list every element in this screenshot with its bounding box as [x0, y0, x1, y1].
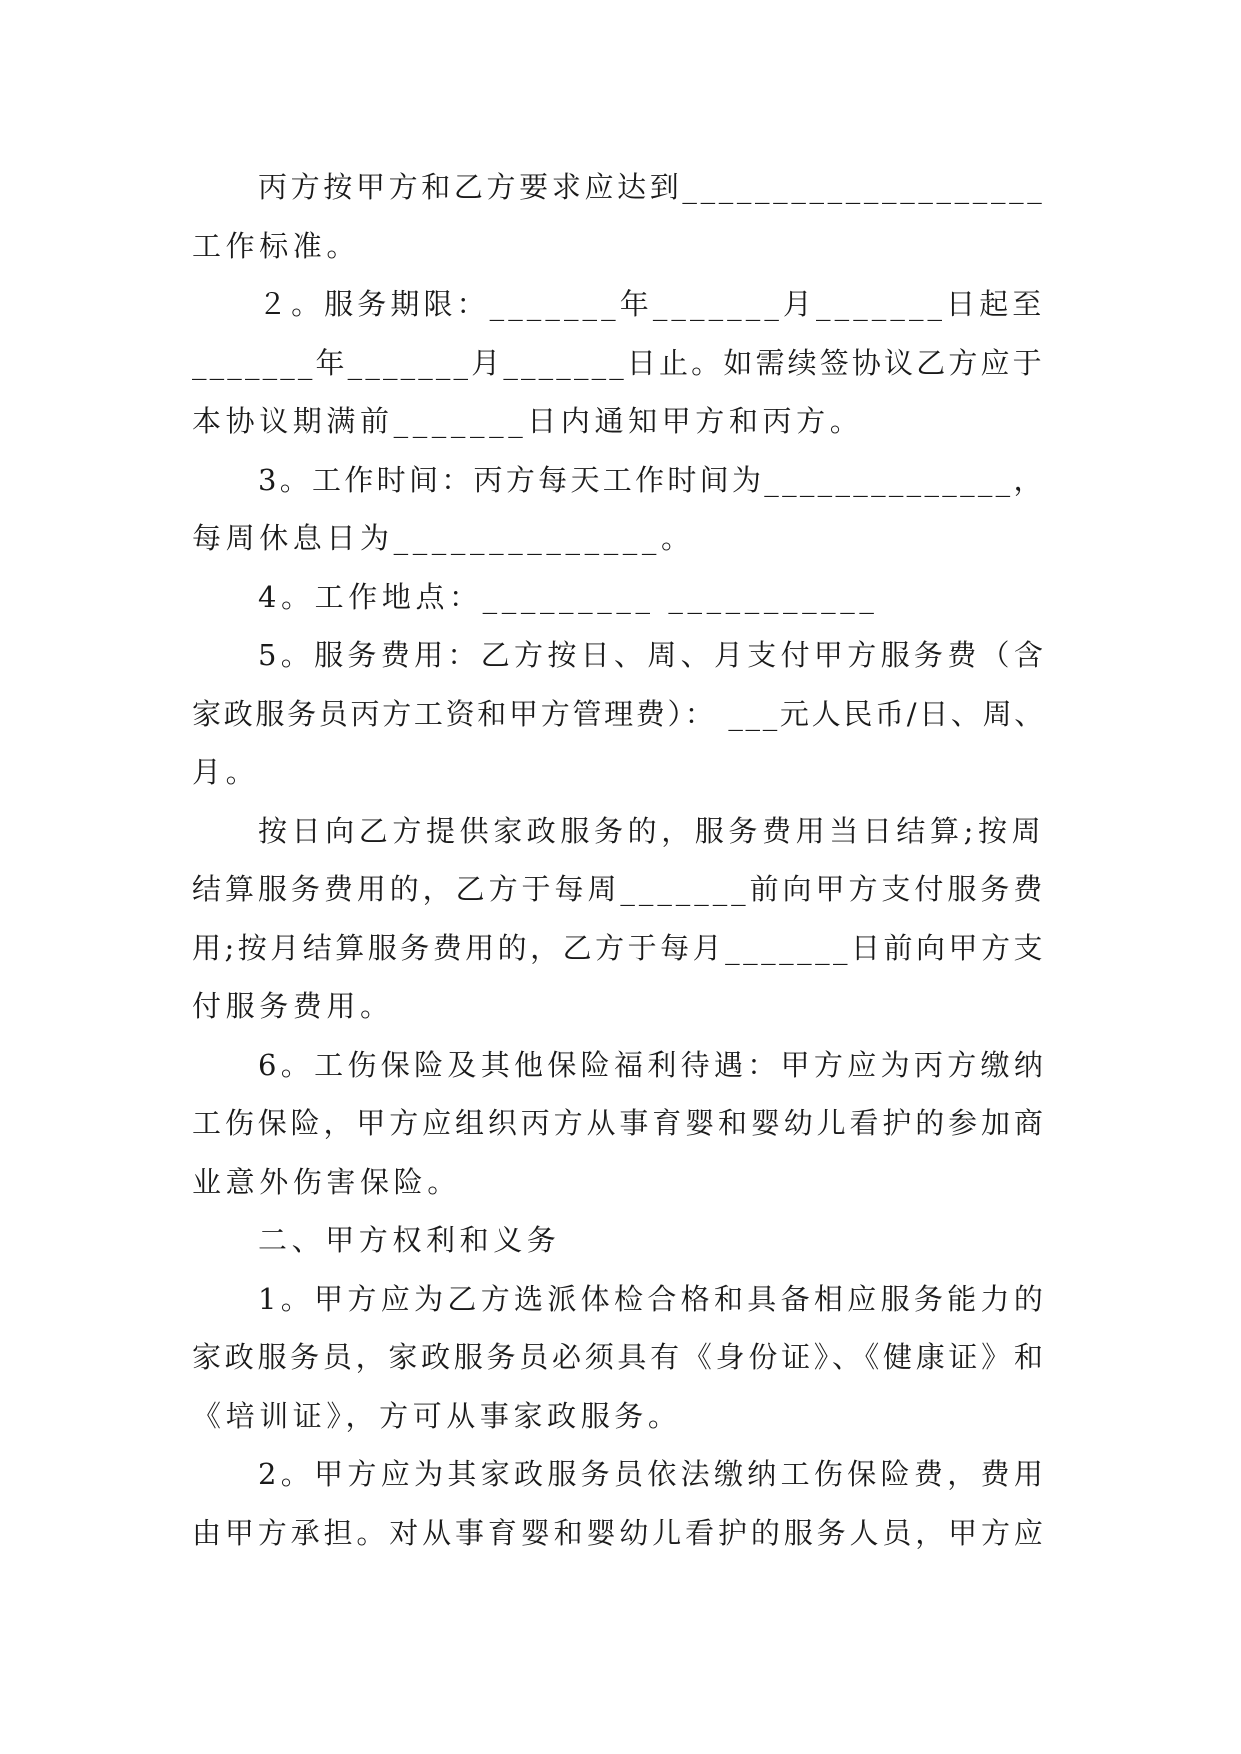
text-line: 用;按月结算服务费用的，乙方于每月_______日前向甲方支: [192, 930, 1046, 965]
text-line: _______年_______月_______日止。如需续签协议乙方应于: [192, 345, 1045, 380]
text-line: 结算服务费用的，乙方于每周_______前向甲方支付服务费: [192, 872, 1047, 906]
text-line: 《培训证》，方可从事家政服务。: [192, 1398, 682, 1433]
text-line: 业意外伤害保险。: [192, 1164, 461, 1199]
text-line: 1。甲方应为乙方选派体检合格和具备相应服务能力的: [258, 1281, 1048, 1316]
section-heading: 二、甲方权利和义务: [258, 1223, 561, 1257]
text-line: 丙方按甲方和乙方要求应达到____________________: [258, 170, 1046, 204]
text-line: 家政服务员丙方工资和甲方管理费）： ___元人民币/日、周、: [192, 696, 1046, 731]
text-line: 5。服务费用：乙方按日、周、月支付甲方服务费（含: [258, 638, 1048, 672]
text-line: 本协议期满前_______日内通知甲方和丙方。: [192, 404, 864, 438]
text-line: 月。: [192, 755, 260, 789]
text-line: 4。工作地点：_________ ___________: [258, 579, 879, 614]
text-line: ２。服务期限：_______年_______月_______日起至: [258, 287, 1046, 321]
text-line: 付服务费用。: [192, 989, 394, 1023]
text-line: 每周休息日为______________。: [192, 521, 695, 555]
text-line: 3。工作时间：丙方每天工作时间为______________，: [258, 462, 1046, 497]
text-line: 由甲方承担。对从事育婴和婴幼儿看护的服务人员，甲方应: [192, 1515, 1047, 1550]
text-line: 6。工伤保险及其他保险福利待遇：甲方应为丙方缴纳: [258, 1047, 1048, 1082]
text-line: 按日向乙方提供家政服务的，服务费用当日结算;按周: [258, 813, 1046, 848]
text-line: 工伤保险，甲方应组织丙方从事育婴和婴幼儿看护的参加商: [192, 1106, 1047, 1140]
text-line: 家政服务员，家政服务员必须具有《身份证》、《健康证》和: [192, 1340, 1047, 1374]
text-line: 2。甲方应为其家政服务员依法缴纳工伤保险费，费用: [258, 1457, 1048, 1491]
text-line: 工作标准。: [192, 228, 361, 263]
document-page: [192, 158, 1052, 1562]
